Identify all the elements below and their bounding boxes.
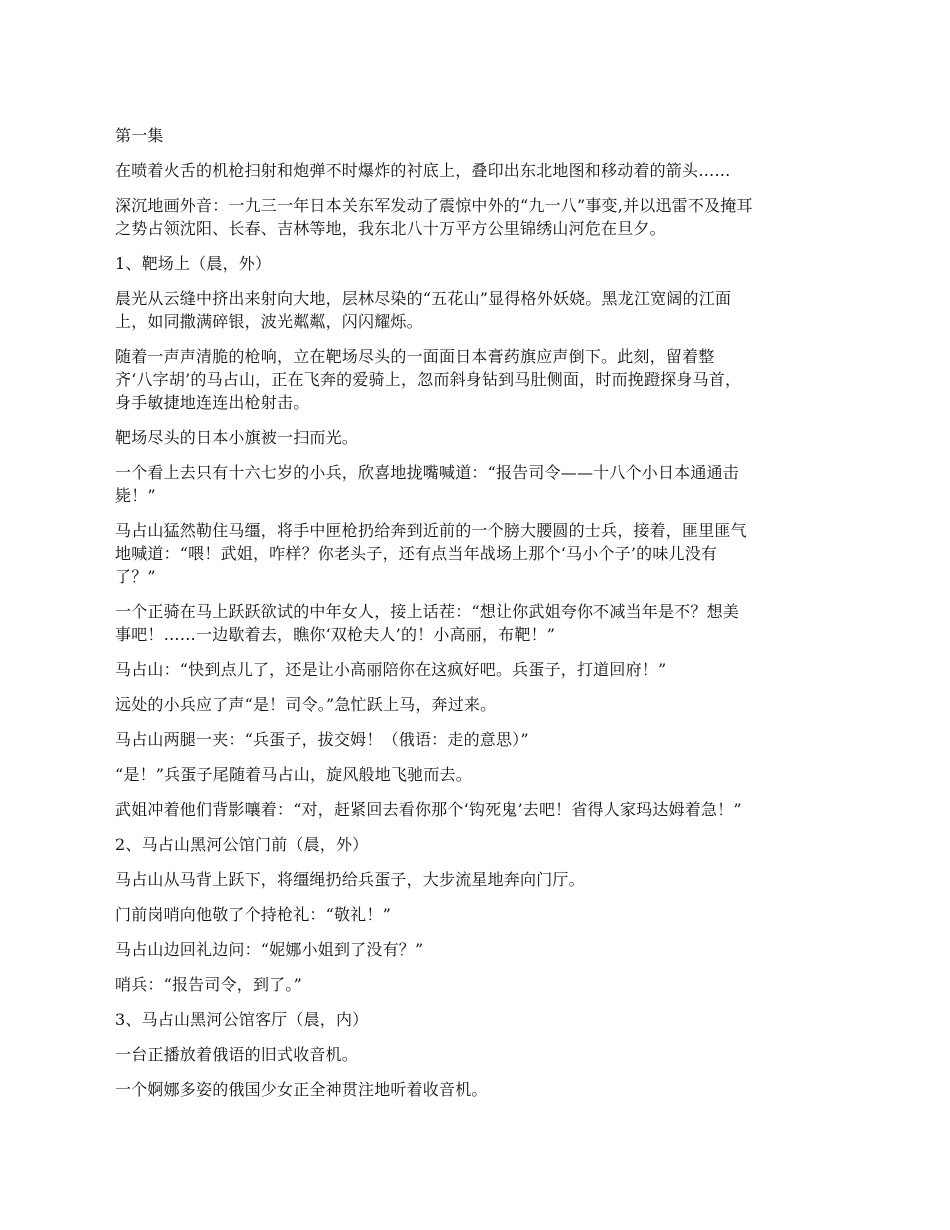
paragraph: 随着一声声清脆的枪响，立在靶场尽头的一面面日本膏药旗应声倒下。此刻，留着整 齐‘八字胡’的马占山，正在飞奔的爱骑上，忽而斜身钻到马肚侧面，时而挽蹬探身马首， 身手敏捷地连连出枪射击。	[115, 347, 742, 412]
paragraph: 晨光从云缝中挤出来射向大地，层林尽染的“五花山”显得格外妖娆。黑龙江宽阔的江面 上，如同撒满碎银，波光粼粼，闪闪耀烁。	[115, 289, 732, 331]
scene-heading: 1、靶场上（晨，外）	[115, 254, 272, 273]
paragraph: 一台正播放着俄语的旧式收音机。	[115, 1045, 359, 1064]
paragraph: 深沉地画外音：一九三一年日本关东军发动了震惊中外的“九一八”事变,并以迅雷不及掩耳 之势占领沈阳、长春、吉林等地，我东北八十万平方公里锦绣山河危在旦夕。	[115, 196, 753, 238]
paragraph: 靶场尽头的日本小旗被一扫而光。	[115, 428, 359, 447]
paragraph: 门前岗哨向他敬了个持枪礼：“敬礼！”	[115, 905, 391, 924]
document-page	[115, 124, 835, 1113]
paragraph: 武姐冲着他们背影嚷着：“对，赶紧回去看你那个‘钩死鬼’去吧！省得人家玛达姆着急！”	[115, 800, 742, 819]
scene-heading: 2、马占山黑河公馆门前（晨，外）	[115, 835, 369, 854]
paragraph: 马占山：“快到点儿了，还是让小高丽陪你在这疯好吧。兵蛋子，打道回府！”	[115, 660, 667, 679]
paragraph: 在喷着火舌的机枪扫射和炮弹不时爆炸的衬底上，叠印出东北地图和移动着的箭头……	[115, 161, 731, 180]
episode-title: 第一集	[115, 126, 164, 145]
paragraph: 一个看上去只有十六七岁的小兵，欣喜地拢嘴喊道：“报告司令——十八个小日本通通击 毙！”	[115, 463, 739, 505]
paragraph: 马占山猛然勒住马缰，将手中匣枪扔给奔到近前的一个膀大腰圆的士兵，接着，匪里匪气 地喊道：“喂！武姐，咋样？你老头子，还有点当年战场上那个‘马小个子’的味儿没有 了？”	[115, 521, 747, 586]
scene-heading: 3、马占山黑河公馆客厅（晨，内）	[115, 1010, 369, 1029]
paragraph: 马占山从马背上跃下，将缰绳扔给兵蛋子，大步流星地奔向门厅。	[115, 870, 585, 889]
paragraph: 一个婀娜多姿的俄国少女正全神贯注地听着收音机。	[115, 1080, 488, 1099]
paragraph: “是！”兵蛋子尾随着马占山，旋风般地飞驰而去。	[115, 765, 472, 784]
paragraph: 哨兵：“报告司令，到了。”	[115, 975, 302, 994]
paragraph: 马占山两腿一夹：“兵蛋子，拔交姆！（俄语：走的意思）”	[115, 730, 529, 749]
paragraph: 马占山边回礼边问：“妮娜小姐到了没有？”	[115, 940, 424, 959]
paragraph: 一个正骑在马上跃跃欲试的中年女人，接上话茬：“想让你武姐夸你不减当年是不？想美 事吧！……一边歇着去，瞧你‘双枪夫人’的！小高丽，布靶！”	[115, 602, 739, 644]
paragraph: 远处的小兵应了声“是！司令。”急忙跃上马，奔过来。	[115, 695, 497, 714]
